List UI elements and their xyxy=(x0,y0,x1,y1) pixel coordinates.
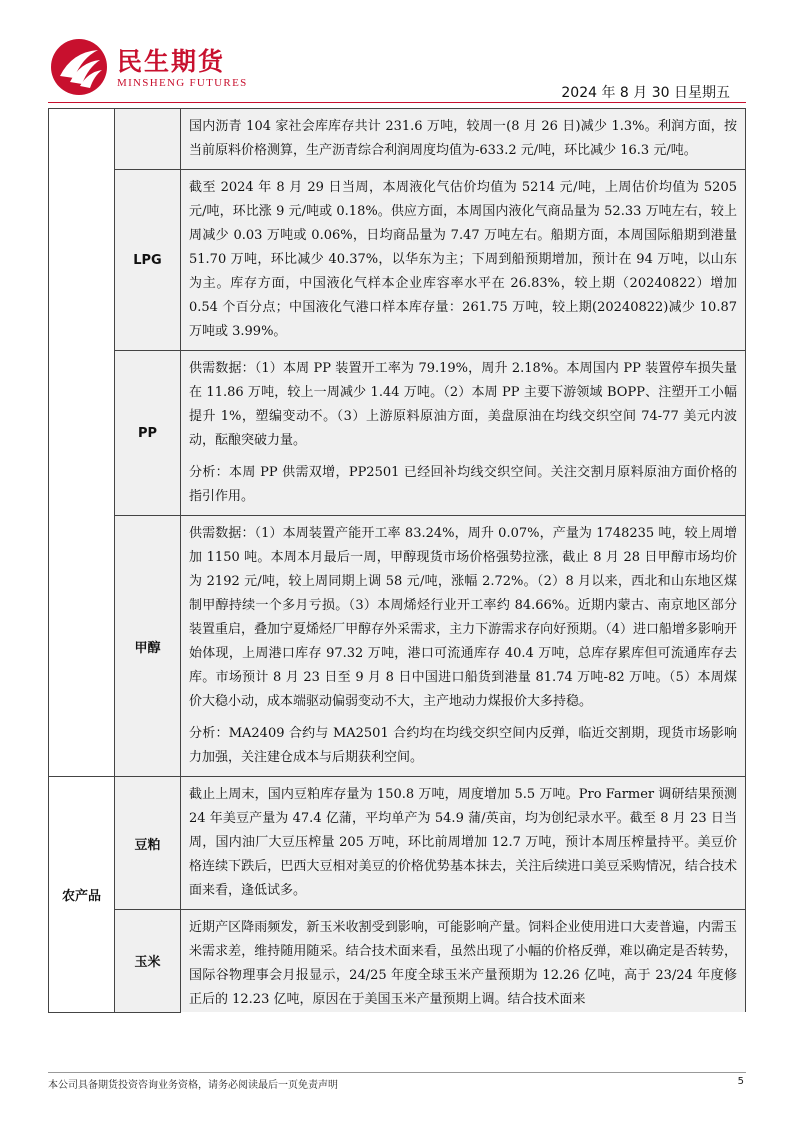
product-label-pp: PP xyxy=(115,351,181,516)
asphalt-text-cell xyxy=(181,109,746,170)
header-divider xyxy=(48,102,746,103)
row-pp xyxy=(49,351,746,516)
minsheng-logo-icon xyxy=(50,38,108,96)
methanol-supply-paragraph: 供需数据：（1）本周装置产能开工率 83.24%，周升 0.07%，产量为 1748235 吨，较上周增加 1150 吨。本周本月最后一周，甲醇现货市场价格强势拉涨，截止 8 月 28 日甲醇市场均价为 2192 元/吨，较上周同期上调 58 元/吨，涨幅 2.72%。（2）8 月以来，西北和山东地区煤制甲醇持续一个多月亏损。（3）本周烯烃行业开工率约 84.66%。近期内蒙古、南京地区部分装置重启，叠加宁夏烯烃厂甲醇存外采需求，主力下游需求存向好预期。（4）进口船增多影响开始体现，上周港口库存 97.32 万吨，港口可流通库存 40.4 万吨，总库存累库但可流通库存去库。市场预计 8 月 23 日至 9 月 8 日中国进口船货到港量 81.74 万吨-82 万吨。（5）本周煤价大稳小动，成本端驱动偏弱变动不大，主产地动力煤报价大多持稳。 xyxy=(189,526,737,709)
product-label-corn: 玉米 xyxy=(115,910,181,1013)
lpg-paragraph: 截至 2024 年 8 月 29 日当周，本周液化气估价均值为 5214 元/吨，上周估价均值为 5205 元/吨，环比涨 9 元/吨或 0.18%。供应方面，本周国内液化气商品量为 52.33 万吨左右，较上周减少 0.03 万吨或 0.06%，日均商品量为 7.47 万吨左右。船期方面，本周国际船期到港量 51.70 万吨，环比减少 40.37%，以华东为主；下周到船预期增加，预计在 94 万吨，以山东为主。库存方面，中国液化气样本企业库容率水平在 26.83%，较上期（20240822）增加 0.54 个百分点；中国液化气港口样本库存量：261.75 万吨，较上期(20240822)减少 10.87 万吨或 3.99%。 xyxy=(189,180,737,339)
page-header xyxy=(0,0,794,106)
row-methanol xyxy=(49,516,746,777)
brand-name-cn: 民生期货 xyxy=(117,47,226,76)
lpg-text-cell xyxy=(181,170,746,351)
product-label-lpg: LPG xyxy=(115,170,181,351)
asphalt-paragraph: 国内沥青 104 家社会库库存共计 231.6 万吨，较周一(8 月 26 日)减少 1.3%。利润方面，按当前原料价格测算，生产沥青综合利润周度均值为-633.2 元/吨，环比减少 16.3 元/吨。 xyxy=(189,119,737,158)
soybean-meal-paragraph: 截止上周末，国内豆粕库存量为 150.8 万吨，周度增加 5.5 万吨。Pro Farmer 调研结果预测 24 年美豆产量为 47.4 亿蒲，平均单产为 54.9 蒲/英亩，均为创纪录水平。截至 8 月 23 日当周，国内油厂大豆压榨量 205 万吨，环比前周增加 12.7 万吨，预计本周压榨量持平。美豆价格连续下跌后，巴西大豆相对美豆的价格优势基本抹去，关注后续进口美豆采购情况，结合技术面来看，逢低试多。 xyxy=(189,787,737,898)
pp-analysis-paragraph: 分析：本周 PP 供需双增，PP2501 已经回补均线交织空间。关注交割月原料原油方面价格的指引作用。 xyxy=(189,465,737,504)
footer-divider xyxy=(48,1072,746,1073)
page-number: 5 xyxy=(737,1076,744,1087)
product-cell-asphalt xyxy=(115,109,181,170)
commodity-table xyxy=(48,108,746,1013)
pp-text-cell xyxy=(181,351,746,516)
row-soybean-meal xyxy=(49,777,746,910)
category-cell-energy xyxy=(49,109,115,777)
row-asphalt xyxy=(49,109,746,170)
methanol-text-cell xyxy=(181,516,746,777)
row-lpg xyxy=(49,170,746,351)
report-date: 2024 年 8 月 30 日星期五 xyxy=(561,85,730,101)
corn-text-cell xyxy=(181,910,746,1013)
soybean-meal-text-cell xyxy=(181,777,746,910)
methanol-analysis-paragraph: 分析：MA2409 合约与 MA2501 合约均在均线交织空间内反弹，临近交割期，现货市场影响力加强，关注建仓成本与后期获利空间。 xyxy=(189,726,737,765)
product-label-methanol: 甲醇 xyxy=(115,516,181,777)
disclaimer-note: 本公司具备期货投资咨询业务资格，请务必阅读最后一页免责声明 xyxy=(48,1080,338,1091)
product-label-soybean-meal: 豆粕 xyxy=(115,777,181,910)
brand-name-en: MINSHENG FUTURES xyxy=(117,77,248,89)
row-corn xyxy=(49,910,746,1013)
corn-paragraph: 近期产区降雨频发，新玉米收割受到影响，可能影响产量。饲料企业使用进口大麦普遍，内需玉米需求差，维持随用随采。结合技术面来看，虽然出现了小幅的价格反弹，难以确定是否转势，国际谷物理事会月报显示，24/25 年度全球玉米产量预期为 12.26 亿吨，高于 23/24 年度修正后的 12.23 亿吨，原因在于美国玉米产量预期上调。结合技术面来 xyxy=(189,920,737,1007)
category-label-agri: 农产品 xyxy=(49,777,115,1013)
pp-supply-paragraph: 供需数据：（1）本周 PP 装置开工率为 79.19%，周升 2.18%。本周国内 PP 装置停车损失量在 11.86 万吨，较上一周减少 1.44 万吨。（2）本周 PP 主要下游领域 BOPP、注塑开工小幅提升 1%，塑编变动不。（3）上游原料原油方面，美盘原油在均线交织空间 74-77 美元内波动，酝酿突破力量。 xyxy=(189,361,737,448)
